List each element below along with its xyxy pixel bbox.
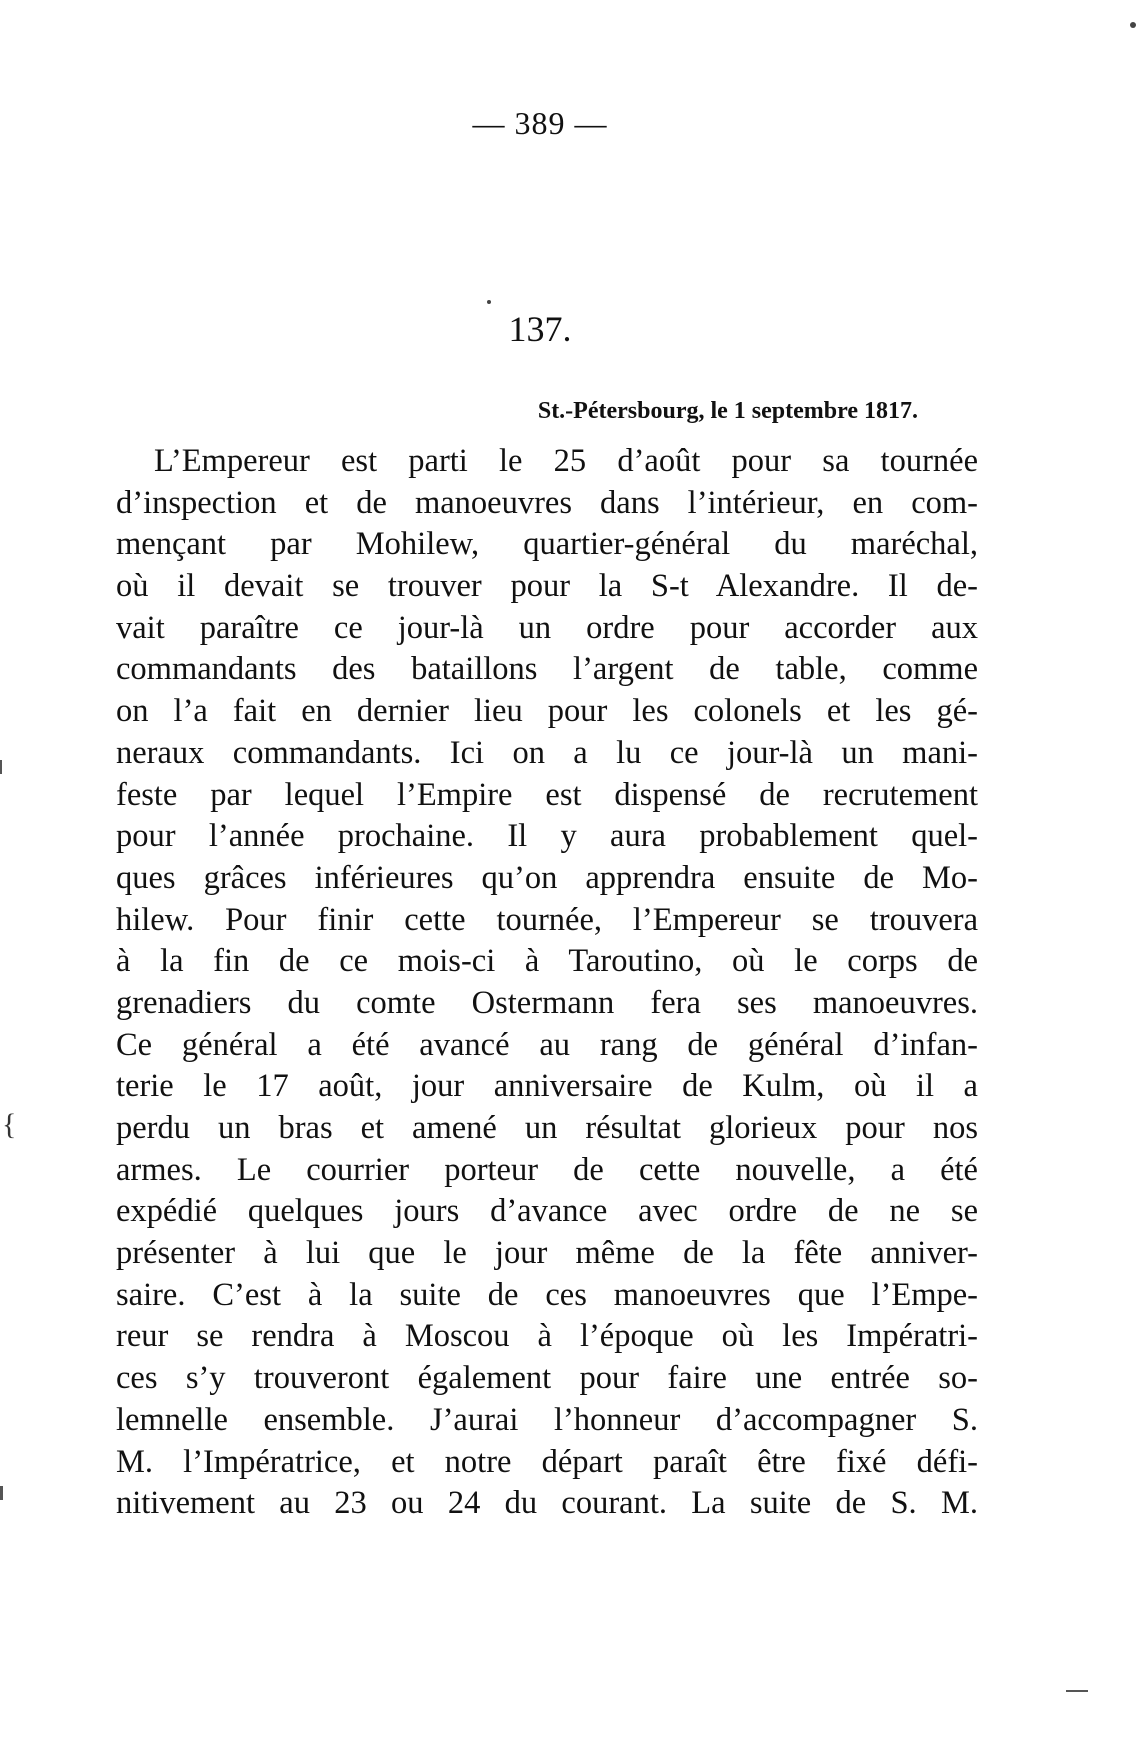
body-line: ces s’y trouveront également pour faire une entrée so- bbox=[116, 1360, 978, 1397]
body-line: perdu un bras et amené un résultat glorieux pour nos bbox=[116, 1110, 978, 1146]
body-line: d’inspection et de manoeuvres dans l’intérieur, en com- bbox=[116, 484, 978, 521]
body-line: à la fin de ce mois-ci à Taroutino, où le corps de bbox=[116, 943, 978, 980]
letter-number: 137. bbox=[508, 309, 572, 349]
scan-speck bbox=[1066, 1690, 1088, 1692]
body-line: armes. Le courrier porteur de cette nouvelle, a été bbox=[116, 1151, 978, 1188]
margin-speck bbox=[0, 1486, 3, 1500]
body-line: commandants des bataillons l’argent de table, comme bbox=[116, 651, 978, 688]
letter-body bbox=[116, 441, 978, 1525]
body-line: présenter à lui que le jour même de la fête anniver- bbox=[116, 1235, 978, 1272]
body-line: feste par lequel l’Empire est dispensé de recrutement bbox=[116, 776, 978, 813]
body-line: M. l’Impératrice, et notre départ paraît être fixé défi- bbox=[116, 1443, 978, 1480]
page-number: — 389 — bbox=[472, 105, 608, 141]
body-line: où il devait se trouver pour la S-t Alexandre. Il de- bbox=[116, 568, 978, 605]
dateline: St.-Pétersbourg, le 1 septembre 1817. bbox=[537, 398, 918, 424]
body-line: vait paraître ce jour-là un ordre pour accorder aux bbox=[116, 609, 978, 646]
body-line: on l’a fait en dernier lieu pour les colonels et les gé- bbox=[116, 693, 978, 730]
body-line: neraux commandants. Ici on a lu ce jour-là un mani- bbox=[116, 734, 978, 771]
body-line: pour l’année prochaine. Il y aura probablement quel- bbox=[116, 818, 978, 855]
body-line: reur se rendra à Moscou à l’époque où les Impératri- bbox=[116, 1318, 978, 1355]
body-line: Ce général a été avancé au rang de général d’infan- bbox=[116, 1026, 978, 1063]
body-line: mençant par Mohilew, quartier-général du maréchal, bbox=[116, 526, 978, 563]
body-line: terie le 17 août, jour anniversaire de Kulm, où il a bbox=[116, 1068, 978, 1105]
body-line: hilew. Pour finir cette tournée, l’Empereur se trouvera bbox=[116, 901, 978, 938]
body-line: L’Empereur est parti le 25 d’août pour sa tournée bbox=[154, 443, 978, 479]
body-line: lemnelle ensemble. J’aurai l’honneur d’accompagner S. bbox=[116, 1401, 978, 1438]
body-line: nitivement au 23 ou 24 du courant. La suite de S. M. bbox=[116, 1485, 978, 1522]
body-line: expédié quelques jours d’avance avec ordre de ne se bbox=[116, 1193, 978, 1230]
body-line: grenadiers du comte Ostermann fera ses manoeuvres. bbox=[116, 984, 978, 1021]
margin-bracket-mark: { bbox=[2, 1108, 17, 1141]
margin-speck bbox=[0, 760, 2, 774]
body-line: ques grâces inférieures qu’on apprendra ensuite de Mo- bbox=[116, 859, 978, 896]
body-line: saire. C’est à la suite de ces manoeuvres que l’Empe- bbox=[116, 1276, 978, 1313]
scan-speck bbox=[1130, 22, 1136, 28]
scan-speck bbox=[487, 300, 491, 304]
